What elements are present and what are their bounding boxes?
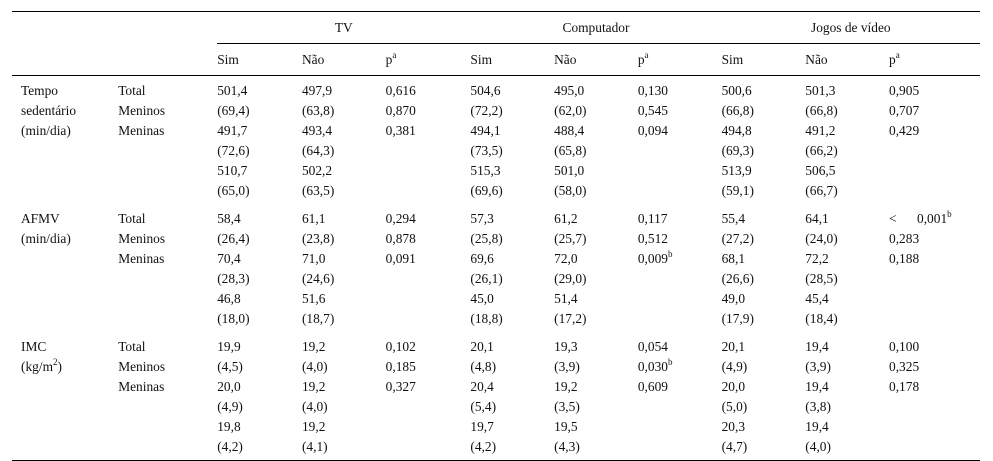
comp-sim-cell (470, 204, 554, 332)
header-nao: Não (554, 44, 638, 76)
cell-value: 506,5 (805, 163, 836, 178)
row-label-line: (min/dia) (21, 123, 71, 138)
cell-value: 19,4 (805, 339, 829, 354)
table-row (12, 204, 980, 332)
cell-value: 19,2 (301, 419, 326, 434)
comp-p-cell (638, 332, 722, 461)
cell-value: 61,1 (301, 211, 326, 226)
cell-value: 20,1 (721, 339, 746, 354)
cell-value: 0,094 (637, 123, 668, 138)
cell-value: 64,1 (805, 211, 829, 226)
cell-value: 71,0 (301, 251, 326, 266)
games-sim-cell (722, 204, 806, 332)
header-empty-cell (12, 44, 118, 76)
sublabel-total: Total (118, 339, 146, 354)
cell-value: 501,4 (217, 83, 248, 98)
games-nao-cell (805, 332, 889, 461)
cell-value: (59,1) (721, 183, 754, 198)
cell-value: (17,9) (721, 311, 754, 326)
header-group-computador: Computador (470, 12, 721, 44)
cell-value: 20,0 (217, 379, 241, 394)
cell-value: (23,8) (301, 231, 335, 246)
unit-text: (kg/m (21, 359, 53, 374)
sublabel-total: Total (118, 211, 146, 226)
games-p-cell (889, 204, 980, 332)
sublabel-meninos: Meninos (118, 103, 166, 118)
cell-value: (4,2) (217, 439, 243, 454)
row-label-line: Tempo (21, 83, 58, 98)
row-sublabels (118, 204, 217, 332)
cell-value: (3,8) (805, 399, 831, 414)
header-p (386, 44, 471, 76)
header-group-row (12, 12, 980, 44)
cell-value: (4,5) (217, 359, 243, 374)
cell-value-text: 0,001 (917, 211, 948, 226)
footnote-sup: b (667, 249, 673, 259)
cell-value: 0,054 (637, 339, 668, 354)
cell-value: (69,4) (217, 103, 250, 118)
cell-value: (69,6) (470, 183, 503, 198)
cell-value: (25,7) (554, 231, 587, 246)
header-p-label: p (385, 52, 393, 67)
cell-value: 55,4 (721, 211, 746, 226)
cell-value: 0,091 (385, 251, 416, 266)
header-nao: Não (805, 44, 889, 76)
header-p (889, 44, 980, 76)
cell-value-text: 0,009 (637, 251, 668, 266)
cell-value: 0,616 (385, 83, 416, 98)
cell-value: (3,9) (805, 359, 831, 374)
header-sim: Sim (470, 44, 554, 76)
cell-value: 49,0 (721, 291, 746, 306)
header-p-sup: a (644, 50, 649, 60)
games-sim-cell (722, 76, 806, 205)
cell-value: (63,5) (301, 183, 335, 198)
header-p-label: p (889, 52, 896, 67)
header-sim: Sim (217, 44, 302, 76)
cell-value: 0,188 (889, 251, 920, 266)
row-label-line (21, 357, 118, 377)
cell-value: 500,6 (721, 83, 752, 98)
cell-value: 61,2 (554, 211, 578, 226)
cell-value: 0,178 (889, 379, 920, 394)
comp-nao-cell (554, 332, 638, 461)
cell-value: 0,294 (385, 211, 416, 226)
header-empty-cell (12, 12, 118, 44)
cell-value: (5,4) (470, 399, 497, 414)
cell-value (638, 357, 722, 377)
cell-value: (72,6) (217, 143, 250, 158)
sublabel-meninos: Meninos (118, 231, 166, 246)
cell-value: 497,9 (301, 83, 333, 98)
cell-value: 0,327 (385, 379, 416, 394)
unit-sup: 2 (53, 357, 58, 367)
cell-value: 0,609 (637, 379, 668, 394)
cell-value: 51,6 (301, 291, 326, 306)
cell-value: 0,512 (637, 231, 668, 246)
cell-value: 57,3 (470, 211, 494, 226)
header-p-sup: a (392, 50, 397, 60)
cell-value: (18,7) (301, 311, 335, 326)
cell-value: 58,4 (217, 211, 241, 226)
cell-value (889, 209, 980, 229)
header-p-sup: a (895, 50, 900, 60)
cell-value: 0,117 (637, 211, 668, 226)
header-p (638, 44, 722, 76)
cell-value: 19,2 (554, 379, 578, 394)
cell-value: 0,283 (889, 231, 920, 246)
cell-value: (4,2) (470, 439, 497, 454)
cell-value: 70,4 (217, 251, 241, 266)
cell-value: (27,2) (721, 231, 754, 246)
cell-value: 501,0 (554, 163, 585, 178)
cell-value: 0,870 (385, 103, 416, 118)
tv-sim-cell (217, 76, 302, 205)
cell-value: (28,5) (805, 271, 838, 286)
comp-sim-cell (470, 76, 554, 205)
tv-p-cell (386, 76, 471, 205)
cell-value: 504,6 (470, 83, 501, 98)
cell-value: (69,3) (721, 143, 754, 158)
tv-nao-cell (302, 76, 386, 205)
row-label (12, 76, 118, 205)
cell-value: 0,100 (889, 339, 920, 354)
games-nao-cell (805, 76, 889, 205)
cell-value: (66,7) (805, 183, 838, 198)
tv-p-cell (386, 204, 471, 332)
games-nao-cell (805, 204, 889, 332)
cell-value: (28,3) (217, 271, 250, 286)
cell-value: (4,7) (721, 439, 748, 454)
cell-value: 72,2 (805, 251, 829, 266)
cell-value: (24,6) (301, 271, 335, 286)
cell-value: (26,1) (470, 271, 503, 286)
cell-value: (4,9) (721, 359, 748, 374)
comp-sim-cell (470, 332, 554, 461)
table-row (12, 76, 980, 205)
cell-value: (4,0) (805, 439, 831, 454)
table-row (12, 332, 980, 461)
cell-value: 510,7 (217, 163, 248, 178)
cell-value: 0,707 (889, 103, 920, 118)
row-label-line: (min/dia) (21, 231, 71, 246)
tv-p-cell (386, 332, 471, 461)
cell-value: 491,7 (217, 123, 248, 138)
cell-value: 0,102 (385, 339, 416, 354)
row-sublabels (118, 332, 217, 461)
cell-value: (63,8) (301, 103, 335, 118)
row-label-line: AFMV (21, 211, 60, 226)
cell-value: (4,9) (217, 399, 243, 414)
cell-value: (3,5) (554, 399, 580, 414)
header-subcol-row (12, 44, 980, 76)
cell-value: 495,0 (554, 83, 585, 98)
cell-value: 0,905 (889, 83, 920, 98)
cell-value: 19,3 (554, 339, 578, 354)
cell-value: 502,2 (301, 163, 333, 178)
cell-value: 51,4 (554, 291, 578, 306)
cell-value: (4,0) (301, 399, 328, 414)
cell-value: 19,4 (805, 419, 829, 434)
cell-value: (4,1) (301, 439, 328, 454)
cell-value: 513,9 (721, 163, 752, 178)
cell-value: 72,0 (554, 251, 578, 266)
tv-nao-cell (302, 204, 386, 332)
row-label (12, 204, 118, 332)
cell-value: 19,4 (805, 379, 829, 394)
cell-value: 69,6 (470, 251, 494, 266)
cell-value: (65,8) (554, 143, 587, 158)
comp-p-cell (638, 204, 722, 332)
data-table-container (12, 11, 980, 461)
cell-value: 19,7 (470, 419, 494, 434)
sublabel-meninas: Meninas (118, 379, 165, 394)
cell-value: 0,185 (385, 359, 416, 374)
cell-value: 45,4 (805, 291, 829, 306)
cell-value: (64,3) (301, 143, 335, 158)
cell-value: (65,0) (217, 183, 250, 198)
cell-value: (66,2) (805, 143, 838, 158)
sublabel-meninas: Meninas (118, 251, 165, 266)
cell-value: (73,5) (470, 143, 503, 158)
cell-value-text: 0,030 (637, 359, 668, 374)
tv-sim-cell (217, 332, 302, 461)
cell-value: (4,3) (554, 439, 580, 454)
cell-value: 45,0 (470, 291, 494, 306)
cell-value: (5,0) (721, 399, 748, 414)
row-label (12, 332, 118, 461)
cell-value: (17,2) (554, 311, 587, 326)
header-sim: Sim (722, 44, 806, 76)
cell-value (638, 249, 722, 269)
cell-value: 493,4 (301, 123, 333, 138)
less-than-sign: < (889, 211, 897, 226)
cell-value: 0,381 (385, 123, 416, 138)
sublabel-meninas: Meninas (118, 123, 165, 138)
cell-value: (4,0) (301, 359, 328, 374)
cell-value: (29,0) (554, 271, 587, 286)
cell-value: 515,3 (470, 163, 501, 178)
header-nao: Não (302, 44, 386, 76)
cell-value: 68,1 (721, 251, 746, 266)
cell-value: 0,545 (637, 103, 668, 118)
games-sim-cell (722, 332, 806, 461)
tv-sim-cell (217, 204, 302, 332)
cell-value: 19,8 (217, 419, 241, 434)
cell-value: (24,0) (805, 231, 838, 246)
comp-p-cell (638, 76, 722, 205)
cell-value: (72,2) (470, 103, 503, 118)
cell-value: 0,429 (889, 123, 920, 138)
sublabel-total: Total (118, 83, 146, 98)
cell-value: (3,9) (554, 359, 580, 374)
cell-value: 491,2 (805, 123, 836, 138)
cell-value: (26,4) (217, 231, 250, 246)
cell-value: 19,5 (554, 419, 578, 434)
cell-value: 46,8 (217, 291, 241, 306)
cell-value: (25,8) (470, 231, 503, 246)
comp-nao-cell (554, 76, 638, 205)
cell-value: 501,3 (805, 83, 836, 98)
header-empty-cell (118, 12, 217, 44)
cell-value: 494,8 (721, 123, 752, 138)
unit-text: ) (57, 359, 62, 374)
header-empty-cell (118, 44, 217, 76)
cell-value: 20,0 (721, 379, 746, 394)
cell-value: 19,9 (217, 339, 241, 354)
cell-value: 20,1 (470, 339, 494, 354)
cell-value: (18,0) (217, 311, 250, 326)
cell-value: 0,130 (637, 83, 668, 98)
games-p-cell (889, 332, 980, 461)
comp-nao-cell (554, 204, 638, 332)
footnote-sup: b (667, 357, 673, 367)
footnote-sup: b (947, 209, 952, 219)
cell-value: 488,4 (554, 123, 585, 138)
header-group-jogos: Jogos de vídeo (722, 12, 980, 44)
row-label-line: sedentário (21, 103, 77, 118)
sublabel-meninos: Meninos (118, 359, 166, 374)
cell-value: 20,3 (721, 419, 746, 434)
games-p-cell (889, 76, 980, 205)
cell-value: 0,878 (385, 231, 416, 246)
cell-value: (66,8) (805, 103, 838, 118)
header-group-tv: TV (217, 12, 470, 44)
header-p-label: p (637, 52, 645, 67)
data-table (12, 11, 980, 461)
cell-value: (66,8) (721, 103, 754, 118)
cell-value: (18,4) (805, 311, 838, 326)
cell-value: (26,6) (721, 271, 754, 286)
cell-value: (4,8) (470, 359, 497, 374)
row-sublabels (118, 76, 217, 205)
tv-nao-cell (302, 332, 386, 461)
cell-value: 19,2 (301, 379, 326, 394)
cell-value: 0,325 (889, 359, 920, 374)
cell-value: 20,4 (470, 379, 494, 394)
cell-value: 494,1 (470, 123, 501, 138)
cell-value: (58,0) (554, 183, 587, 198)
row-label-line: IMC (21, 339, 47, 354)
cell-value: (62,0) (554, 103, 587, 118)
cell-value: (18,8) (470, 311, 503, 326)
cell-value: 19,2 (301, 339, 326, 354)
